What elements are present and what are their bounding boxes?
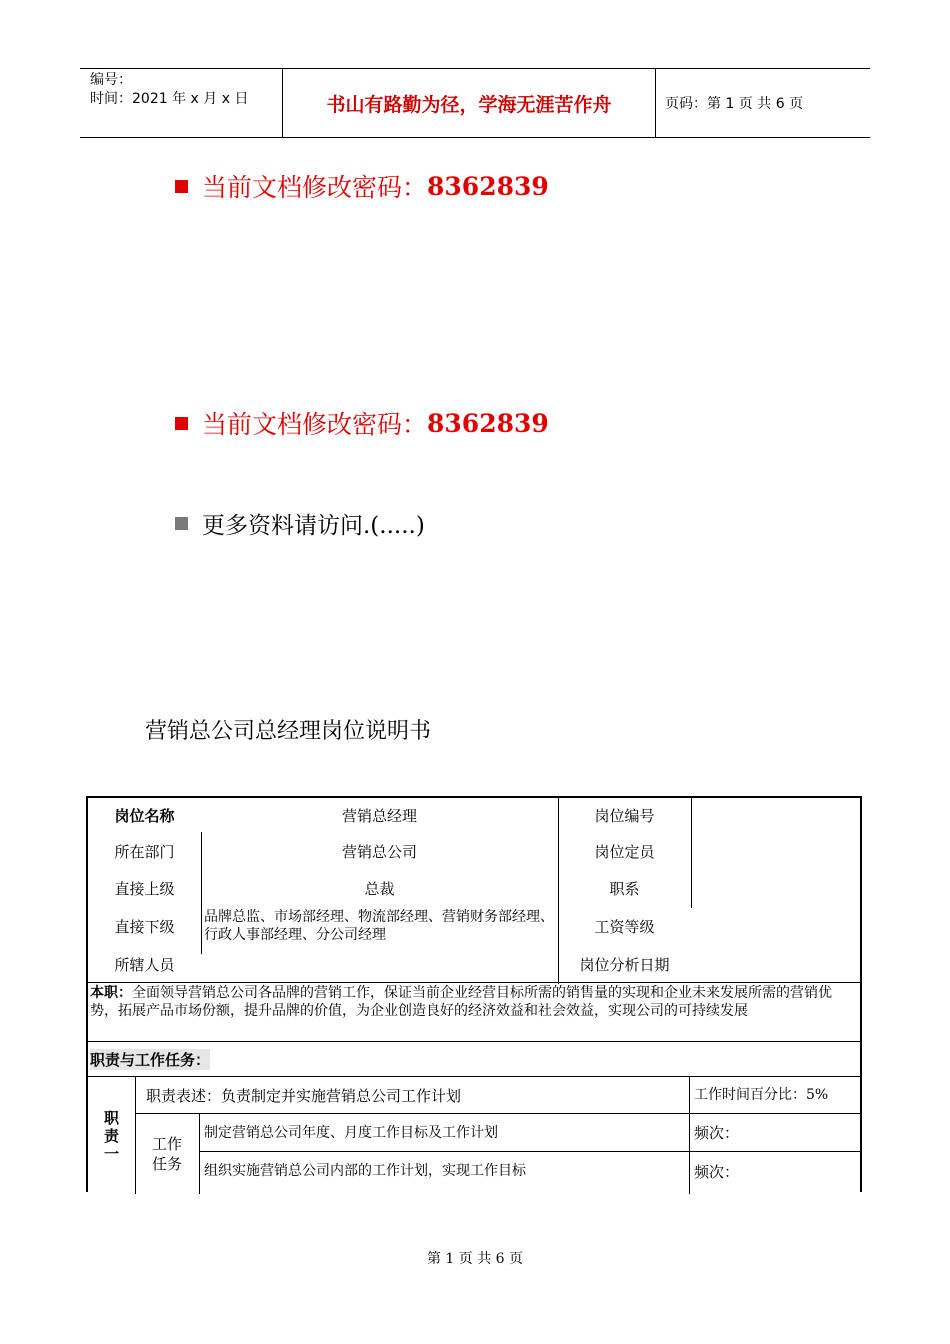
label-position-code: 岗位编号 bbox=[594, 806, 655, 825]
duty1-task-1-freq: 频次： bbox=[694, 1124, 740, 1142]
main-duty-label: 本职： bbox=[90, 985, 132, 1001]
duty1-description: 职责表述：负责制定并实施营销总公司工作计划 bbox=[146, 1086, 462, 1105]
gray-square-bullet-icon bbox=[175, 517, 188, 530]
page-header bbox=[80, 68, 870, 138]
header-number: 编号： bbox=[90, 72, 132, 88]
header-motto: 书山有路勤为径，学海无涯苦作舟 bbox=[326, 93, 612, 116]
label-job-family: 职系 bbox=[609, 879, 640, 898]
label-position-name: 岗位名称 bbox=[114, 806, 175, 825]
duty1-task-2-freq: 频次： bbox=[694, 1162, 740, 1181]
document-title: 营销总公司总经理岗位说明书 bbox=[145, 719, 432, 744]
label-staff-under: 所辖人员 bbox=[114, 955, 175, 974]
label-direct-superior: 直接上级 bbox=[114, 879, 175, 898]
red-square-bullet-icon bbox=[175, 417, 188, 430]
value-direct-superior: 总裁 bbox=[364, 879, 395, 898]
duty1-task-label: 工作 任务 bbox=[151, 1135, 182, 1173]
value-position-code bbox=[691, 798, 860, 832]
value-headcount bbox=[691, 834, 860, 868]
value-analysis-date bbox=[691, 946, 860, 982]
value-position-name: 营销总经理 bbox=[341, 806, 417, 825]
main-duty-text: 全面领导营销总公司各品牌的营销工作，保证当前企业经营目标所需的销售量的实现和企业未来发展所需的营销优势，拓展产品市场份额，提升品牌的价值，为企业创造良好的经济效益和社会效益，实现公司的可持续发展 bbox=[90, 985, 832, 1019]
password-value: 8362839 bbox=[427, 408, 549, 438]
label-direct-subordinates: 直接下级 bbox=[114, 917, 175, 936]
header-motto-cell bbox=[282, 69, 656, 137]
value-department: 营销总公司 bbox=[341, 842, 417, 861]
main-duty bbox=[90, 984, 858, 1040]
password-value: 8362839 bbox=[427, 171, 549, 201]
job-description-table bbox=[86, 796, 862, 1192]
password-notice-1 bbox=[175, 168, 549, 204]
duty1-label: 职 责 一 bbox=[103, 1108, 119, 1163]
red-square-bullet-icon bbox=[175, 180, 188, 193]
duty1-task-1: 制定营销总公司年度、月度工作目标及工作计划 bbox=[204, 1124, 498, 1141]
page-footer: 第 1 页 共 6 页 bbox=[426, 1251, 524, 1267]
duty1-time-pct: 工作时间百分比：5% bbox=[694, 1087, 829, 1103]
more-info-text: 更多资料请访问.(.....) bbox=[202, 513, 425, 539]
label-analysis-date: 岗位分析日期 bbox=[579, 955, 670, 974]
tasks-header-text: 职责与工作任务： bbox=[90, 1050, 211, 1069]
more-info-notice bbox=[175, 507, 425, 540]
label-headcount: 岗位定员 bbox=[594, 842, 655, 861]
header-page-info: 页码：第 1 页 共 6 页 bbox=[665, 96, 804, 112]
header-meta bbox=[80, 69, 282, 137]
value-job-family bbox=[691, 870, 860, 906]
password-text: 当前文档修改密码： bbox=[202, 410, 428, 439]
password-notice-2 bbox=[175, 405, 549, 441]
value-pay-grade bbox=[691, 906, 860, 946]
duty1-task-2: 组织实施营销总公司内部的工作计划，实现工作目标 bbox=[204, 1163, 526, 1179]
value-direct-subordinates: 品牌总监、市场部经理、物流部经理、营销财务部经理、行政人事部经理、分公司经理 bbox=[204, 909, 554, 943]
label-department: 所在部门 bbox=[114, 842, 175, 861]
value-staff-under bbox=[201, 946, 558, 982]
header-time: 时间：2021 年 x 月 x 日 bbox=[90, 91, 249, 107]
label-pay-grade: 工资等级 bbox=[594, 917, 655, 936]
tasks-header bbox=[90, 1044, 210, 1074]
password-text: 当前文档修改密码： bbox=[202, 173, 428, 202]
